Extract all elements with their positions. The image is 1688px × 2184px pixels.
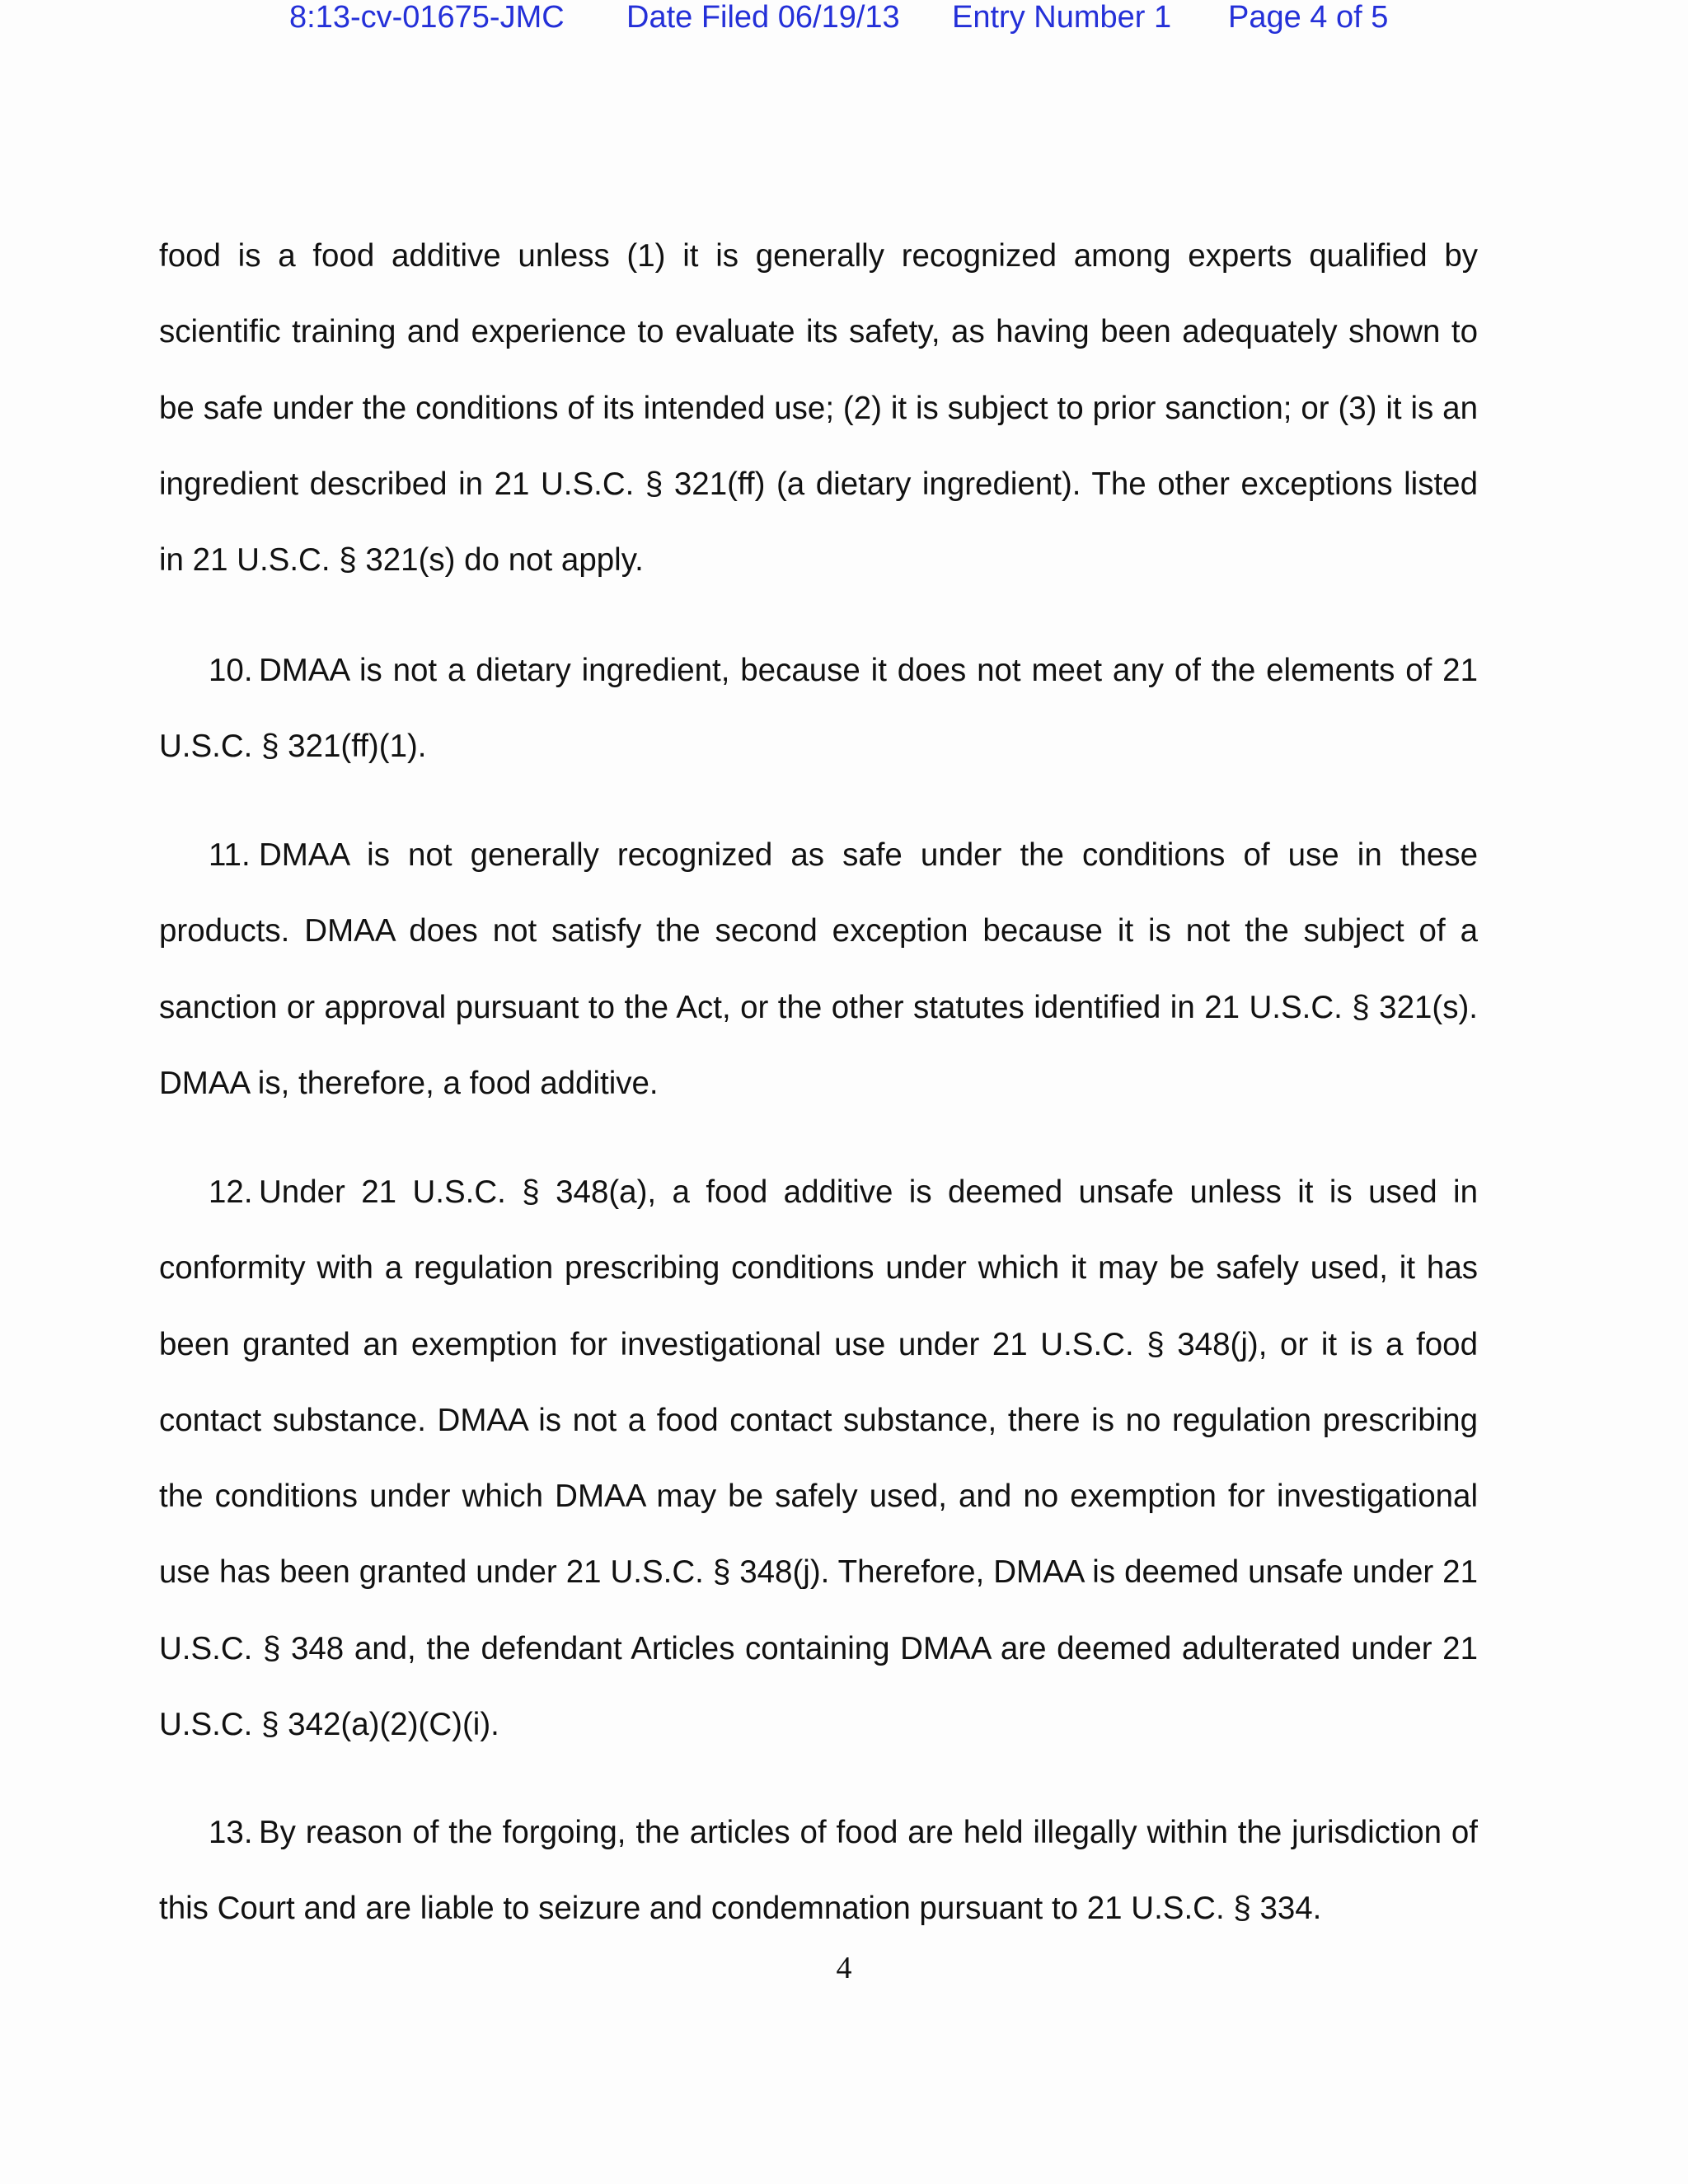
paragraph-number: 12.: [209, 1174, 253, 1210]
paragraph-number: 11.: [209, 837, 251, 873]
paragraph-10: [159, 633, 1478, 785]
case-number: 8:13-cv-01675-JMC: [289, 0, 565, 35]
paragraph-text: DMAA is not a dietary ingredient, because it does not meet any of the elements of 21 U.S.C. § 321(ff)(1).: [159, 653, 1478, 765]
entry-number: Entry Number 1: [952, 0, 1172, 35]
paragraph-number: 13.: [209, 1815, 253, 1850]
filing-header: [0, 0, 1688, 36]
page-indicator: Page 4 of 5: [1228, 0, 1389, 35]
paragraph-11: [159, 818, 1478, 1122]
date-filed: Date Filed 06/19/13: [626, 0, 900, 35]
paragraph-13: [159, 1795, 1478, 1947]
paragraph-number: 10.: [209, 653, 253, 688]
paragraph-text: DMAA is not generally recognized as safe under the conditions of use in these products. DMAA does not satisfy the second exception because it is not the subject of a sanction or approval pursuant to the Act, or the other statutes identified in 21 U.S.C. § 321(s). DMAA is, therefore, a food additive.: [159, 837, 1478, 1101]
paragraph-text: By reason of the forgoing, the articles of food are held illegally within the jurisdiction of this Court and are liable to seizure and condemnation pursuant to 21 U.S.C. § 334.: [159, 1815, 1478, 1927]
paragraph-continuation: food is a food additive unless (1) it is generally recognized among experts qualified by scientific training and experience to evaluate its safety, as having been adequately shown to be safe under the conditions of its intended use; (2) it is subject to prior sanction; or (3) it is an ingredient described in 21 U.S.C. § 321(ff) (a dietary ingredient). The other exceptions listed in 21 U.S.C. § 321(s) do not apply.: [159, 238, 1478, 579]
page-number: 4: [836, 1951, 852, 1985]
paragraph-12: [159, 1155, 1478, 1763]
paragraph-text: Under 21 U.S.C. § 348(a), a food additive is deemed unsafe unless it is used in conformity with a regulation prescribing conditions under which it may be safely used, it has been granted an exemption for investigational use under 21 U.S.C. § 348(j), or it is a food contact substance. DMAA is not a food contact substance, there is no regulation prescribing the conditions under which DMAA may be safely used, and no exemption for investigational use has been granted under 21 U.S.C. § 348(j). Therefore, DMAA is deemed unsafe under 21 U.S.C. § 348 and, the defendant Articles containing DMAA are deemed adulterated under 21 U.S.C. § 342(a)(2)(C)(i).: [159, 1174, 1478, 1743]
